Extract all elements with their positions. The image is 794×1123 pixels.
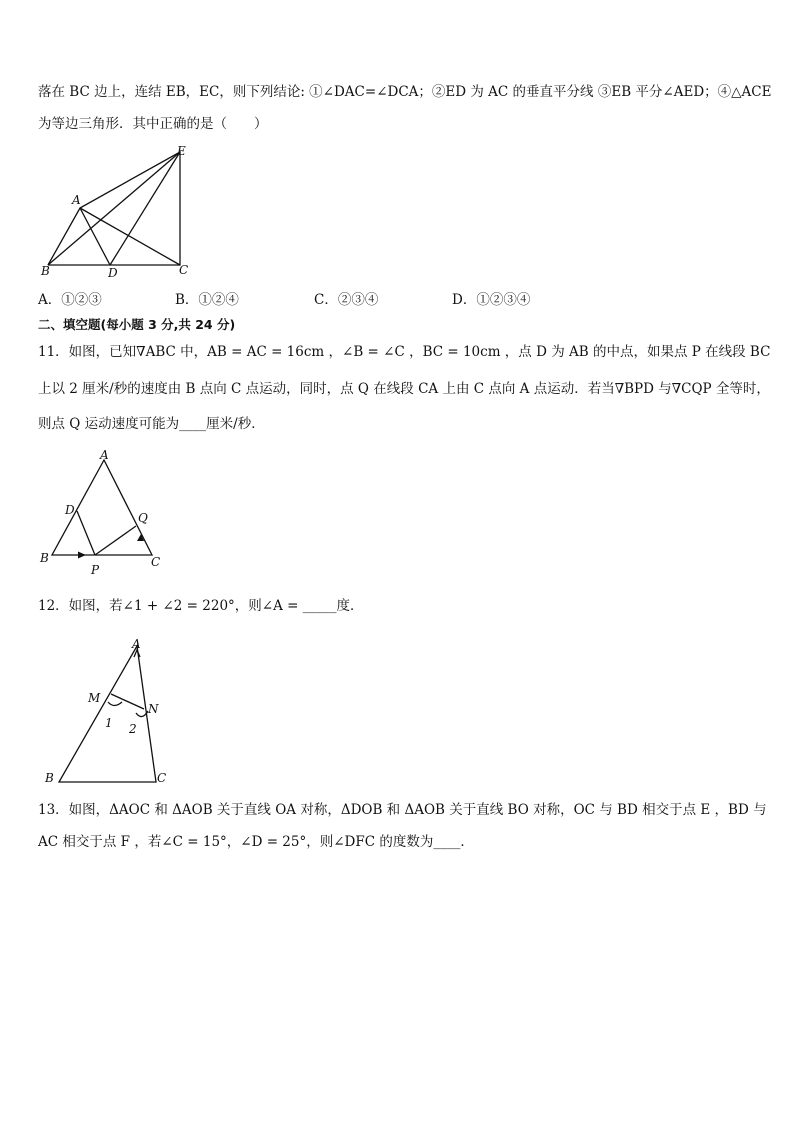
choice-letter: C． <box>314 292 338 308</box>
label-B: B <box>41 264 50 278</box>
choice-letter: B． <box>175 292 199 308</box>
choice-letter: A． <box>38 292 62 308</box>
label-Q: Q <box>138 511 148 525</box>
q12-figure <box>38 636 178 786</box>
choice-text: ①②③④ <box>476 292 531 308</box>
choice-text: ②③④ <box>337 292 379 308</box>
label-P: P <box>91 563 100 577</box>
label-C: C <box>151 555 161 569</box>
label-C: C <box>157 771 167 785</box>
choice-text: ①②③ <box>61 292 102 308</box>
label-C: C <box>179 263 189 277</box>
q10-text-line1: 落在 BC 边上，连结 EB，EC，则下列结论: ①∠DAC=∠DCA；②ED 为 AC 的垂直平分线 ③EB 平分∠AED；④△ACE <box>38 84 772 100</box>
label-E: E <box>177 144 186 158</box>
choice-b[interactable] <box>175 288 239 308</box>
q11-text-line2: 上以 2 厘米/秒的速度由 B 点向 C 点运动，同时，点 Q 在线段 CA 上由 C 点向 A 点运动．若当∇BPD 与∇CQP 全等时， <box>38 381 770 397</box>
q13-text-line2: AC 相交于点 F ，若∠C = 15°，∠D = 25°，则∠DFC 的度数为____． <box>38 834 474 850</box>
choice-d[interactable] <box>452 288 530 308</box>
label-B: B <box>40 551 49 565</box>
choice-c[interactable] <box>314 288 378 308</box>
label-B: B <box>45 771 54 785</box>
q11-text-line3: 则点 Q 运动速度可能为____厘米/秒． <box>38 416 265 432</box>
label-2: 2 <box>129 722 137 736</box>
label-N: N <box>148 702 159 716</box>
q13-text-line1: 13．如图，ΔAOC 和 ΔAOB 关于直线 OA 对称，ΔDOB 和 ΔAOB 关于直线 BO 对称，OC 与 BD 相交于点 E ，BD 与 <box>38 802 767 818</box>
q12-text-line1: 12．如图，若∠1 + ∠2 = 220°，则∠A = _____度． <box>38 598 364 614</box>
q10-figure <box>38 140 208 280</box>
q10-choices <box>38 288 598 308</box>
label-1: 1 <box>105 716 113 730</box>
label-M: M <box>88 691 101 705</box>
q10-text-line2: 为等边三角形．其中正确的是（ ） <box>38 116 268 132</box>
choice-a[interactable] <box>38 288 102 308</box>
label-D: D <box>108 266 118 280</box>
label-A: A <box>132 637 141 651</box>
label-D: D <box>65 503 75 517</box>
label-A: A <box>100 448 109 462</box>
choice-letter: D． <box>452 292 477 308</box>
section-heading: 二、填空题(每小题 3 分,共 24 分) <box>38 317 236 332</box>
q11-figure <box>38 448 178 580</box>
q11-text-line1: 11．如图，已知∇ABC 中，AB = AC = 16cm ，∠B = ∠C ，BC = 10cm ，点 D 为 AB 的中点，如果点 P 在线段 BC <box>38 344 771 360</box>
label-A: A <box>72 193 81 207</box>
choice-text: ①②④ <box>198 292 239 308</box>
